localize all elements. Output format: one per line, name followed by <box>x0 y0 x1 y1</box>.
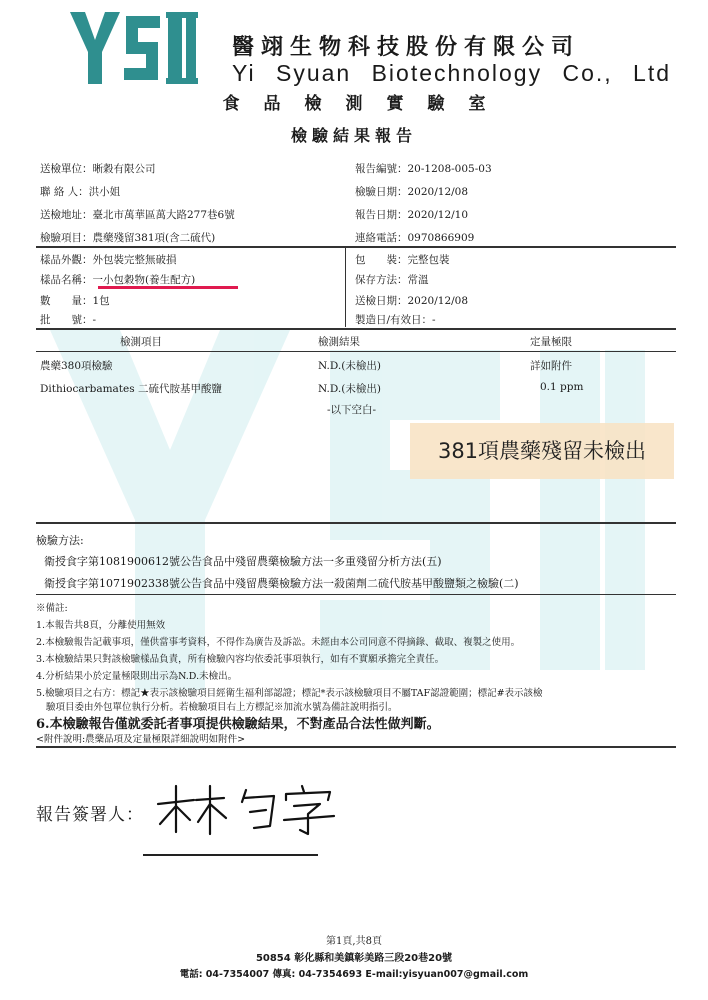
result-row-value: N.D.(未檢出) <box>318 383 381 395</box>
result-row-value: N.D.(未檢出) <box>318 360 381 372</box>
divider <box>36 351 676 352</box>
col-header-loq: 定量極限 <box>530 336 572 348</box>
divider <box>36 328 676 330</box>
page-number: 第1頁,共8頁 <box>326 936 382 947</box>
sample-name-field: 樣品名稱：一小包穀物(養生配方) <box>40 274 196 286</box>
received-date-field: 送檢日期：2020/12/08 <box>355 295 469 307</box>
remark-item: 5.檢驗項目之右方：標記★表示該檢驗項目經衛生福利部認證；標記*表示該檢驗項目不屬TAF認證範圍；標記#表示該檢 <box>36 688 543 699</box>
storage-field: 保存方法：常溫 <box>355 274 429 286</box>
highlight-underline <box>98 286 238 289</box>
col-header-item: 檢測項目 <box>120 336 162 348</box>
remark-item: 1.本報告共8頁，分離使用無效 <box>36 620 166 631</box>
result-row-loq: 詳如附件 <box>530 360 572 372</box>
report-no-field: 報告編號：20-1208-005-03 <box>355 163 492 175</box>
test-date-field: 檢驗日期：2020/12/08 <box>355 186 469 198</box>
contact-field: 聯 絡 人：洪小姐 <box>40 186 121 198</box>
result-row-item: Dithiocarbamates 二硫代胺基甲酸鹽 <box>40 383 222 395</box>
ysi-logo <box>70 12 208 84</box>
remarks-label: ※備註: <box>36 603 68 614</box>
col-header-result: 檢測結果 <box>318 336 360 348</box>
remark-item: 2.本檢驗報告記載事項，僅供當事考資料，不得作為廣告及訴訟。未經由本公司同意不得摘錄、截取、複製之使用。 <box>36 637 521 648</box>
quantity-field: 數 量：1包 <box>40 295 110 307</box>
signature-line <box>143 854 318 856</box>
result-row-item: 農藥380項檢驗 <box>40 360 113 372</box>
remark-item: 驗項目委由外包單位執行分析。若檢驗項目右上方標記※加流水號為備註說明指引。 <box>46 702 398 713</box>
handwritten-signature <box>150 778 340 840</box>
divider <box>36 522 676 524</box>
divider <box>36 746 676 748</box>
phone-field: 連絡電話：0970866909 <box>355 232 475 244</box>
company-name-en: Yi Syuan Biotechnology Co., Ltd <box>232 60 672 86</box>
remark-item: 4.分析結果小於定量極限則出示為N.D.未檢出。 <box>36 671 238 682</box>
remark-item-bold: 6.本檢驗報告僅就委託者事項提供檢驗結果，不對產品合法性做判斷。 <box>36 717 440 732</box>
method-item: 衛授食字第1071902338號公告食品中殘留農藥檢驗方法一殺菌劑二硫代胺基甲酸鹽類之檢驗(二) <box>44 577 519 590</box>
divider <box>345 247 346 327</box>
lab-name: 食品檢測實驗室 <box>222 94 510 114</box>
methods-label: 檢驗方法: <box>36 534 84 547</box>
footer-address: 50854 彰化縣和美鎮彰美路三段20巷20號 <box>255 953 453 964</box>
footer-contact: 電話: 04-7354007 傳真: 04-7354693 E-mail:yisyuan007@gmail.com <box>179 969 529 980</box>
result-row-loq: 0.1 ppm <box>540 381 584 393</box>
address-field: 送檢地址：臺北市萬華區萬大路277巷6號 <box>40 209 235 221</box>
result-summary-stamp: 381項農藥殘留未檢出 <box>410 423 674 479</box>
batch-field: 批 號：- <box>40 314 97 326</box>
company-name-cn: 醫翊生物科技股份有限公司 <box>232 34 581 60</box>
sample-appearance-field: 樣品外觀：外包裝完整無破損 <box>40 254 177 266</box>
signer-label: 報告簽署人： <box>36 805 144 825</box>
remark-item: 3.本檢驗結果只對該檢驗樣品負責，所有檢驗內容均依委託事項執行，如有不實願承擔完全責任。 <box>36 654 445 665</box>
divider <box>36 246 676 248</box>
method-item: 衛授食字第1081900612號公告食品中殘留農藥檢驗方法一多重殘留分析方法(五) <box>44 555 442 568</box>
client-field: 送檢單位：晰穀有限公司 <box>40 163 156 175</box>
report-date-field: 報告日期：2020/12/10 <box>355 209 469 221</box>
mfg-date-field: 製造日/有效日：- <box>355 314 436 326</box>
divider <box>36 594 676 595</box>
attachment-note: <附件說明:農藥品項及定量極限詳細說明如附件> <box>36 734 246 745</box>
end-of-table-note: -以下空白- <box>327 404 377 416</box>
test-item-field: 檢驗項目：農藥殘留381項(含二硫代) <box>40 232 216 244</box>
report-title: 檢驗結果報告 <box>290 126 417 145</box>
packaging-field: 包 裝：完整包裝 <box>355 254 450 266</box>
